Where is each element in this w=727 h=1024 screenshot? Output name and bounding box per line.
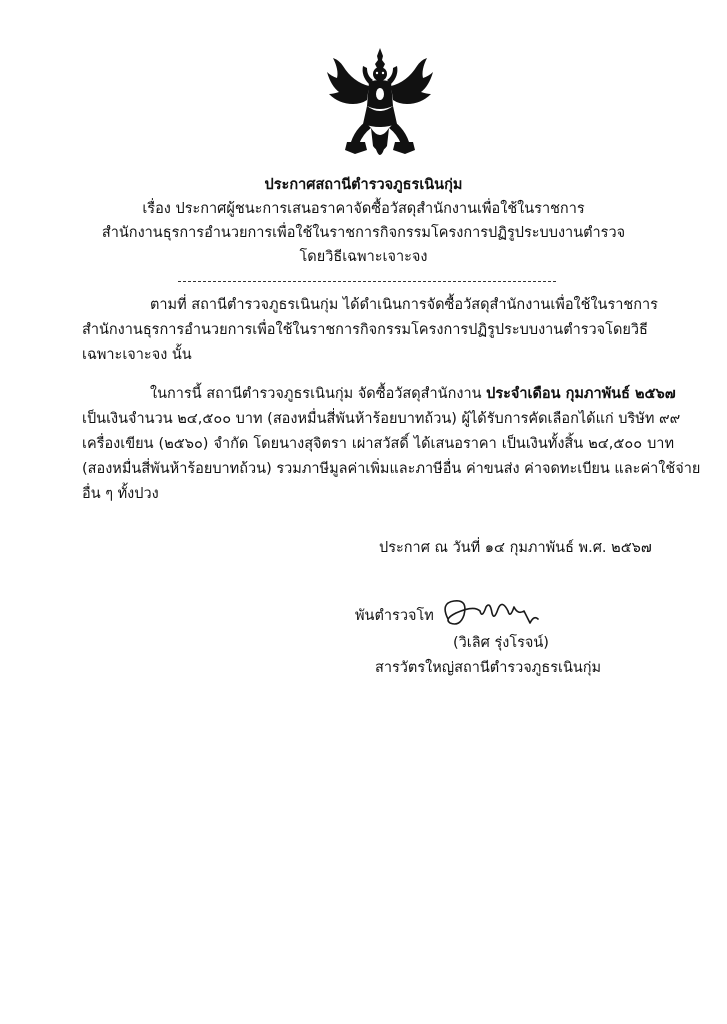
- announcement-title: ประกาศสถานีตำรวจภูธรเนินกุ่ม: [264, 177, 463, 193]
- subject-line-1: เรื่อง ประกาศผู้ชนะการเสนอราคาจัดซื้อวัสดุสำนักงานเพื่อใช้ในราชการ: [142, 201, 585, 217]
- para1-line-2: สำนักงานธุรการอำนวยการเพื่อใช้ในราชการกิจกรรมโครงการปฏิรูประบบงานตำรวจโดยวิธี: [82, 322, 648, 338]
- announce-date: ประกาศ ณ วันที่ ๑๔ กุมภาพันธ์ พ.ศ. ๒๕๖๗: [379, 540, 652, 556]
- handwritten-signature: [434, 593, 554, 633]
- para2-line-4: (สองหมื่นสี่พันห้าร้อยบาทถ้วน) รวมภาษีมูลค่าเพิ่มและภาษีอื่น ค่าขนส่ง ค่าจดทะเบียน และค่าใช้จ่าย: [82, 461, 701, 477]
- divider-line: [178, 281, 556, 282]
- para2-line-2: เป็นเงินจำนวน ๒๔,๕๐๐ บาท (สองหมื่นสี่พันห้าร้อยบาทถ้วน) ผู้ได้รับการคัดเลือกได้แก่ บริษัท ๙๙: [82, 411, 681, 427]
- signer-name: (วิเลิศ รุ่งโรจน์): [453, 635, 549, 651]
- para2-line-3: เครื่องเขียน (๒๕๖๐) จำกัด โดยนางสุจิตรา เผ่าสวัสดิ์ ได้เสนอราคา เป็นเงินทั้งสิ้น ๒๔,๕๐๐ บาท: [82, 436, 674, 452]
- para2-line-1: [150, 384, 676, 404]
- garuda-emblem-icon: [325, 46, 435, 164]
- para2-month-bold: ประจำเดือน กุมภาพันธ์ ๒๕๖๗: [486, 386, 676, 402]
- para2-line-5: อื่น ๆ ทั้งปวง: [82, 486, 159, 502]
- signer-position: สารวัตรใหญ่สถานีตำรวจภูธรเนินกุ่ม: [375, 660, 602, 676]
- para1-line-1: ตามที่ สถานีตำรวจภูธรเนินกุ่ม ได้ดำเนินการจัดซื้อวัสดุสำนักงานเพื่อใช้ในราชการ: [150, 297, 658, 313]
- subject-line-2: สำนักงานธุรการอำนวยการเพื่อใช้ในราชการกิจกรรมโครงการปฏิรูประบบงานตำรวจ: [101, 225, 626, 241]
- signer-rank: พันตำรวจโท: [355, 608, 434, 624]
- subject-line-3: โดยวิธีเฉพาะเจาะจง: [299, 249, 428, 265]
- para1-line-3: เฉพาะเจาะจง นั้น: [82, 347, 192, 363]
- para2-line-1-text: ในการนี้ สถานีตำรวจภูธรเนินกุ่ม จัดซื้อวัสดุสำนักงาน: [150, 386, 487, 402]
